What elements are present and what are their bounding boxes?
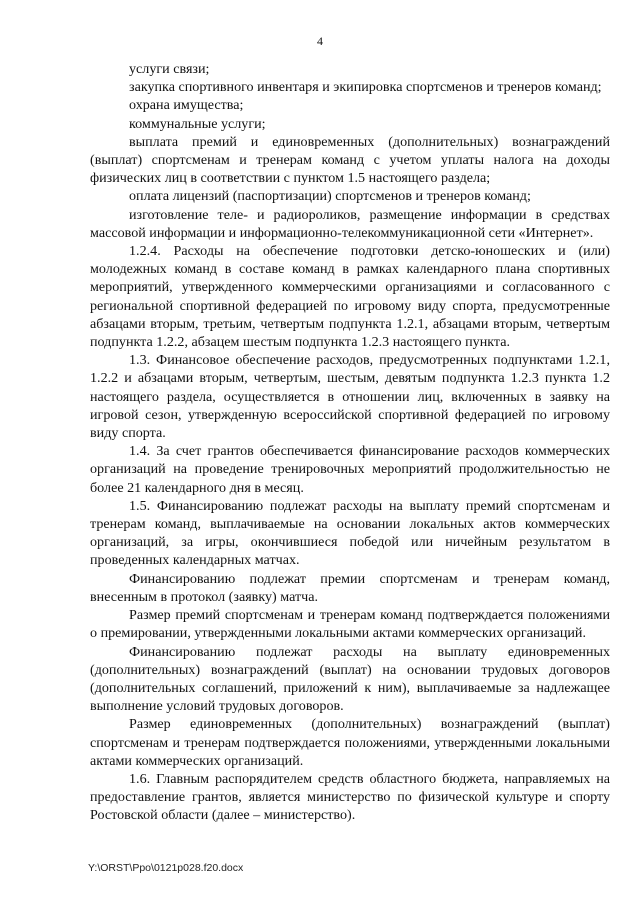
paragraph: 1.3. Финансовое обеспечение расходов, предусмотренных подпунктами 1.2.1, 1.2.2 и абзацами вторым, четвертым, шестым, девятым подпункта 1.2.3 пункта 1.2 настоящего раздела, осуществляется в отношении лиц, включенных в заявку на игровой сезон, утвержденную всероссийской спортивной федерацией по игровому виду спорта. — [90, 352, 610, 442]
paragraph: 1.5. Финансированию подлежат расходы на выплату премий спортсменам и тренерам команд, выплачиваемые на основании локальных актов коммерческих организаций, за игры, окончившиеся победой или ничейным результатом в проведенных календарных матчах. — [90, 497, 610, 569]
document-body — [90, 60, 610, 825]
paragraph: закупка спортивного инвентаря и экипировка спортсменов и тренеров команд; — [129, 79, 602, 96]
paragraph: Финансированию подлежат расходы на выплату единовременных (дополнительных) вознаграждений (выплат) на основании трудовых договоров (дополнительных соглашений, приложений к ним), выплачиваемые за надлежащее выполнение условий трудовых договоров. — [90, 643, 610, 715]
paragraph: Финансированию подлежат премии спортсменам и тренерам команд, внесенным в протокол (заявку) матча. — [90, 570, 610, 605]
file-path-footer: Y:\ORST\Ppo\0121p028.f20.docx — [88, 862, 244, 874]
paragraph: 1.2.4. Расходы на обеспечение подготовки детско-юношеских и (или) молодежных команд в составе команд в рамках календарного плана спортивных мероприятий, утвержденного коммерческими организациями и согласованного с региональной спортивной федерацией по игровому виду спорта, предусмотренные абзацами вторым, третьим, четвертым подпункта 1.2.1, абзацами вторым, четвертым подпункта 1.2.2, абзацем шестым подпункта 1.2.3 настоящего пункта. — [90, 243, 610, 351]
paragraph: услуги связи; — [129, 61, 210, 77]
paragraph: оплата лицензий (паспортизации) спортсменов и тренеров команд; — [129, 188, 531, 205]
page-number: 4 — [317, 34, 323, 48]
paragraph: 1.6. Главным распорядителем средств областного бюджета, направляемых на предоставление грантов, является министерство по физической культуре и спорту Ростовской области (далее – министерство). — [90, 770, 610, 824]
paragraph: охрана имущества; — [129, 97, 244, 114]
paragraph: 1.4. За счет грантов обеспечивается финансирование расходов коммерческих организаций на проведение тренировочных мероприятий продолжительностью не более 21 календарного дня в месяц. — [90, 443, 610, 496]
paragraph: изготовление теле- и радиороликов, размещение информации в средствах массовой информации и информационно-телекоммуникационной сети «Интернет». — [90, 206, 610, 241]
paragraph: выплата премий и единовременных (дополнительных) вознаграждений (выплат) спортсменам и тренерам команд с учетом уплаты налога на доходы физических лиц в соответствии с пунктом 1.5 настоящего раздела; — [90, 133, 610, 187]
paragraph: Размер единовременных (дополнительных) вознаграждений (выплат) спортсменам и тренерам подтверждается положениями, утвержденными локальными актами коммерческих организаций. — [90, 716, 610, 769]
paragraph: коммунальные услуги; — [129, 115, 266, 132]
paragraph: Размер премий спортсменам и тренерам команд подтверждается положениями о премировании, утвержденными локальными актами коммерческих организаций. — [90, 607, 610, 642]
